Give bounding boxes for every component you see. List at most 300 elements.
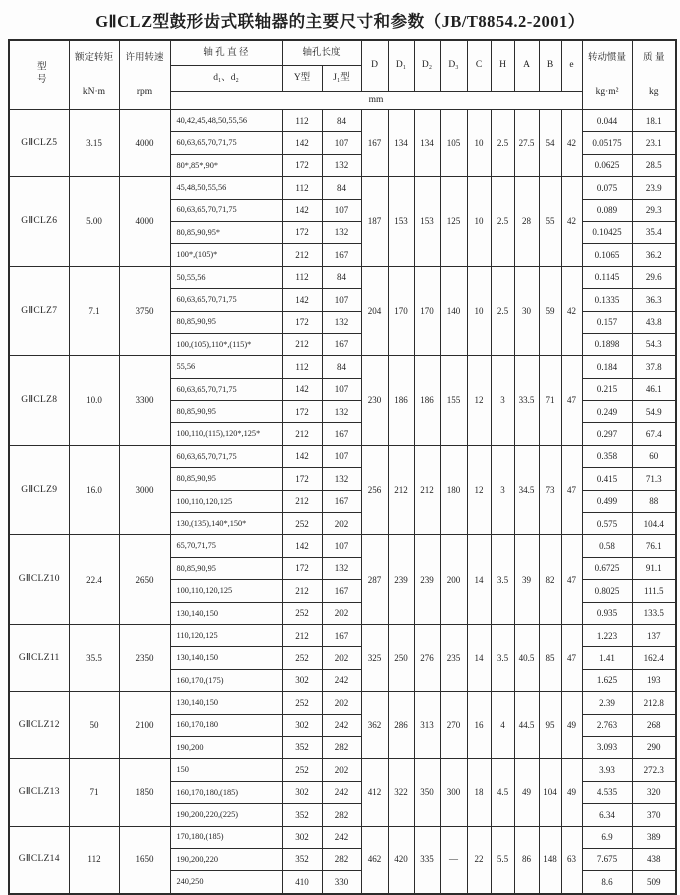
col-header-model-label: 型号 — [34, 60, 45, 86]
cell-rated-torque: 16.0 — [69, 445, 119, 535]
cell-allowable-speed: 1650 — [119, 826, 170, 894]
cell-dim: 235 — [440, 624, 467, 691]
cell-bore-diameters: 100,(105),110*,(115)* — [170, 333, 282, 355]
cell-y-length: 142 — [282, 378, 322, 400]
cell-rated-torque: 112 — [69, 826, 119, 894]
cell-dim: 95 — [539, 692, 561, 759]
cell-dim: 49 — [561, 692, 582, 759]
cell-y-length: 212 — [282, 490, 322, 512]
table-header — [9, 40, 676, 110]
cell-y-length: 302 — [282, 669, 322, 691]
cell-bore-diameters: 80*,85*,90* — [170, 154, 282, 176]
cell-inertia: 0.58 — [582, 535, 632, 557]
cell-y-length: 302 — [282, 714, 322, 736]
cell-j1-length: 132 — [322, 468, 361, 490]
cell-dim: 16 — [467, 692, 491, 759]
cell-model-name: GⅡCLZ7 — [9, 266, 69, 356]
cell-mass: 28.5 — [632, 154, 676, 176]
cell-y-length: 252 — [282, 513, 322, 535]
cell-allowable-speed: 3000 — [119, 445, 170, 535]
cell-bore-diameters: 80,85,90,95 — [170, 468, 282, 490]
cell-j1-length: 132 — [322, 154, 361, 176]
cell-bore-diameters: 110,120,125 — [170, 624, 282, 646]
table-row — [9, 356, 676, 378]
cell-bore-diameters: 160,170,180 — [170, 714, 282, 736]
col-header-bore-diameter: 轴 孔 直 径 — [170, 40, 282, 66]
cell-y-length: 352 — [282, 736, 322, 758]
cell-inertia: 0.415 — [582, 468, 632, 490]
cell-j1-length: 132 — [322, 221, 361, 243]
cell-dim: 63 — [561, 826, 582, 894]
cell-dim: 40.5 — [514, 624, 539, 691]
cell-bore-diameters: 100*,(105)* — [170, 244, 282, 266]
mass-unit: kg — [649, 86, 659, 97]
cell-dim: 39 — [514, 535, 539, 625]
cell-mass: 133.5 — [632, 602, 676, 624]
cell-dim: 42 — [561, 177, 582, 267]
col-header-D2: D₂ — [414, 40, 440, 91]
cell-inertia: 4.535 — [582, 781, 632, 803]
cell-bore-diameters: 240,250 — [170, 871, 282, 894]
col-header-H: H — [491, 40, 514, 91]
cell-allowable-speed: 3750 — [119, 266, 170, 356]
cell-j1-length: 107 — [322, 132, 361, 154]
cell-bore-diameters: 60,63,65,70,71,75 — [170, 289, 282, 311]
cell-dim: 10 — [467, 110, 491, 177]
cell-mass: 438 — [632, 848, 676, 870]
cell-j1-length: 107 — [322, 535, 361, 557]
cell-mass: 389 — [632, 826, 676, 848]
cell-inertia: 0.184 — [582, 356, 632, 378]
cell-dim: — — [440, 826, 467, 894]
cell-rated-torque: 50 — [69, 692, 119, 759]
cell-dim: 462 — [361, 826, 388, 894]
cell-dim: 12 — [467, 356, 491, 446]
cell-y-length: 212 — [282, 580, 322, 602]
cell-j1-length: 167 — [322, 580, 361, 602]
cell-j1-length: 242 — [322, 714, 361, 736]
cell-dim: 412 — [361, 759, 388, 826]
cell-mass: 268 — [632, 714, 676, 736]
cell-dim: 34.5 — [514, 445, 539, 535]
cell-dim: 47 — [561, 356, 582, 446]
cell-y-length: 172 — [282, 557, 322, 579]
cell-inertia: 1.625 — [582, 669, 632, 691]
cell-y-length: 302 — [282, 826, 322, 848]
cell-j1-length: 202 — [322, 647, 361, 669]
cell-bore-diameters: 65,70,71,75 — [170, 535, 282, 557]
cell-inertia: 0.1065 — [582, 244, 632, 266]
cell-dim: 140 — [440, 266, 467, 356]
cell-dim: 204 — [361, 266, 388, 356]
cell-y-length: 142 — [282, 199, 322, 221]
cell-inertia: 3.93 — [582, 759, 632, 781]
cell-mass: 46.1 — [632, 378, 676, 400]
cell-allowable-speed: 4000 — [119, 110, 170, 177]
cell-dim: 153 — [388, 177, 414, 267]
cell-dim: 186 — [388, 356, 414, 446]
cell-j1-length: 282 — [322, 736, 361, 758]
cell-mass: 29.6 — [632, 266, 676, 288]
cell-dim: 4 — [491, 692, 514, 759]
cell-rated-torque: 35.5 — [69, 624, 119, 691]
cell-inertia: 0.1898 — [582, 333, 632, 355]
cell-y-length: 252 — [282, 602, 322, 624]
cell-allowable-speed: 1850 — [119, 759, 170, 826]
cell-inertia: 0.1145 — [582, 266, 632, 288]
torque-label: 额定转矩 — [74, 52, 113, 63]
cell-bore-diameters: 130,140,150 — [170, 647, 282, 669]
cell-model-name: GⅡCLZ5 — [9, 110, 69, 177]
col-header-A: A — [514, 40, 539, 91]
cell-bore-diameters: 80,85,90,95 — [170, 401, 282, 423]
cell-dim: 148 — [539, 826, 561, 894]
cell-mass: 54.3 — [632, 333, 676, 355]
cell-bore-diameters: 160,170,180,(185) — [170, 781, 282, 803]
col-header-D: D — [361, 40, 388, 91]
col-header-D3: D₃ — [440, 40, 467, 91]
cell-mass: 71.3 — [632, 468, 676, 490]
cell-inertia: 6.34 — [582, 804, 632, 826]
cell-dim: 362 — [361, 692, 388, 759]
cell-dim: 30 — [514, 266, 539, 356]
cell-inertia: 0.1335 — [582, 289, 632, 311]
cell-dim: 155 — [440, 356, 467, 446]
cell-dim: 73 — [539, 445, 561, 535]
cell-j1-length: 202 — [322, 602, 361, 624]
cell-dim: 239 — [414, 535, 440, 625]
cell-j1-length: 84 — [322, 177, 361, 199]
cell-model-name: GⅡCLZ10 — [9, 535, 69, 625]
cell-inertia: 1.41 — [582, 647, 632, 669]
cell-y-length: 252 — [282, 759, 322, 781]
cell-bore-diameters: 40,42,45,48,50,55,56 — [170, 110, 282, 132]
cell-dim: 200 — [440, 535, 467, 625]
cell-inertia: 7.675 — [582, 848, 632, 870]
cell-inertia: 0.075 — [582, 177, 632, 199]
cell-j1-length: 132 — [322, 311, 361, 333]
cell-inertia: 2.39 — [582, 692, 632, 714]
cell-dim: 3 — [491, 356, 514, 446]
cell-y-length: 172 — [282, 468, 322, 490]
cell-dim: 49 — [514, 759, 539, 826]
cell-inertia: 2.763 — [582, 714, 632, 736]
cell-dim: 167 — [361, 110, 388, 177]
cell-mass: 18.1 — [632, 110, 676, 132]
cell-y-length: 352 — [282, 804, 322, 826]
cell-inertia: 0.157 — [582, 311, 632, 333]
cell-model-name: GⅡCLZ11 — [9, 624, 69, 691]
table-row — [9, 177, 676, 199]
cell-mass: 54.9 — [632, 401, 676, 423]
cell-dim: 10 — [467, 266, 491, 356]
cell-inertia: 0.05175 — [582, 132, 632, 154]
cell-inertia: 0.935 — [582, 602, 632, 624]
inertia-unit: kg·m² — [595, 86, 619, 97]
cell-bore-diameters: 130,140,150 — [170, 602, 282, 624]
cell-dim: 170 — [388, 266, 414, 356]
cell-dim: 325 — [361, 624, 388, 691]
cell-dim: 300 — [440, 759, 467, 826]
cell-dim: 186 — [414, 356, 440, 446]
cell-mass: 36.2 — [632, 244, 676, 266]
cell-mass: 37.8 — [632, 356, 676, 378]
cell-mass: 91.1 — [632, 557, 676, 579]
table-row — [9, 445, 676, 467]
cell-bore-diameters: 190,200,220 — [170, 848, 282, 870]
cell-dim: 42 — [561, 110, 582, 177]
cell-inertia: 0.044 — [582, 110, 632, 132]
cell-bore-diameters: 50,55,56 — [170, 266, 282, 288]
cell-dim: 42 — [561, 266, 582, 356]
cell-bore-diameters: 80,85,90,95 — [170, 311, 282, 333]
cell-dim: 3 — [491, 445, 514, 535]
col-header-C: C — [467, 40, 491, 91]
cell-inertia: 0.0625 — [582, 154, 632, 176]
cell-mass: 320 — [632, 781, 676, 803]
cell-dim: 18 — [467, 759, 491, 826]
cell-dim: 55 — [539, 177, 561, 267]
cell-dim: 239 — [388, 535, 414, 625]
table-row — [9, 110, 676, 132]
cell-dim: 187 — [361, 177, 388, 267]
cell-model-name: GⅡCLZ8 — [9, 356, 69, 446]
cell-mass: 104.4 — [632, 513, 676, 535]
cell-y-length: 172 — [282, 154, 322, 176]
cell-mass: 60 — [632, 445, 676, 467]
cell-j1-length: 107 — [322, 378, 361, 400]
cell-mass: 23.9 — [632, 177, 676, 199]
cell-dim: 47 — [561, 624, 582, 691]
cell-bore-diameters: 55,56 — [170, 356, 282, 378]
cell-inertia: 1.223 — [582, 624, 632, 646]
cell-rated-torque: 22.4 — [69, 535, 119, 625]
cell-dim: 212 — [414, 445, 440, 535]
cell-dim: 33.5 — [514, 356, 539, 446]
cell-bore-diameters: 100,110,120,125 — [170, 490, 282, 512]
cell-j1-length: 242 — [322, 826, 361, 848]
col-header-inertia — [582, 40, 632, 110]
cell-bore-diameters: 190,200 — [170, 736, 282, 758]
cell-y-length: 142 — [282, 535, 322, 557]
cell-mass: 76.1 — [632, 535, 676, 557]
cell-dim: 230 — [361, 356, 388, 446]
cell-bore-diameters: 150 — [170, 759, 282, 781]
mass-label: 质 量 — [643, 52, 665, 63]
cell-dim: 3.5 — [491, 535, 514, 625]
cell-rated-torque: 3.15 — [69, 110, 119, 177]
cell-j1-length: 330 — [322, 871, 361, 894]
cell-rated-torque: 5.00 — [69, 177, 119, 267]
cell-j1-length: 167 — [322, 490, 361, 512]
cell-inertia: 0.10425 — [582, 221, 632, 243]
cell-j1-length: 132 — [322, 401, 361, 423]
cell-model-name: GⅡCLZ13 — [9, 759, 69, 826]
cell-j1-length: 202 — [322, 692, 361, 714]
cell-y-length: 212 — [282, 423, 322, 445]
cell-dim: 59 — [539, 266, 561, 356]
cell-mass: 509 — [632, 871, 676, 894]
torque-unit: kN·m — [82, 86, 106, 97]
cell-inertia: 0.499 — [582, 490, 632, 512]
cell-bore-diameters: 190,200,220,(225) — [170, 804, 282, 826]
cell-inertia: 0.8025 — [582, 580, 632, 602]
cell-inertia: 0.297 — [582, 423, 632, 445]
cell-dim: 3.5 — [491, 624, 514, 691]
cell-y-length: 302 — [282, 781, 322, 803]
cell-model-name: GⅡCLZ12 — [9, 692, 69, 759]
cell-j1-length: 84 — [322, 110, 361, 132]
cell-dim: 256 — [361, 445, 388, 535]
cell-mass: 212.8 — [632, 692, 676, 714]
cell-dim: 49 — [561, 759, 582, 826]
cell-dim: 134 — [388, 110, 414, 177]
table-body — [9, 110, 676, 894]
cell-dim: 104 — [539, 759, 561, 826]
cell-mass: 193 — [632, 669, 676, 691]
cell-dim: 276 — [414, 624, 440, 691]
table-row — [9, 535, 676, 557]
cell-j1-length: 107 — [322, 445, 361, 467]
cell-j1-length: 167 — [322, 333, 361, 355]
cell-dim: 286 — [388, 692, 414, 759]
cell-dim: 22 — [467, 826, 491, 894]
cell-j1-length: 84 — [322, 356, 361, 378]
cell-bore-diameters: 60,63,65,70,71,75 — [170, 445, 282, 467]
cell-dim: 44.5 — [514, 692, 539, 759]
cell-model-name: GⅡCLZ9 — [9, 445, 69, 535]
cell-j1-length: 242 — [322, 781, 361, 803]
cell-dim: 5.5 — [491, 826, 514, 894]
cell-dim: 335 — [414, 826, 440, 894]
cell-dim: 287 — [361, 535, 388, 625]
cell-dim: 134 — [414, 110, 440, 177]
cell-allowable-speed: 4000 — [119, 177, 170, 267]
cell-bore-diameters: 80,85,90,95 — [170, 557, 282, 579]
cell-y-length: 112 — [282, 356, 322, 378]
cell-dim: 420 — [388, 826, 414, 894]
cell-model-name: GⅡCLZ14 — [9, 826, 69, 894]
cell-mass: 290 — [632, 736, 676, 758]
col-header-torque — [69, 40, 119, 110]
cell-mass: 29.3 — [632, 199, 676, 221]
cell-inertia: 0.089 — [582, 199, 632, 221]
cell-allowable-speed: 2350 — [119, 624, 170, 691]
cell-inertia: 3.093 — [582, 736, 632, 758]
speed-unit: rpm — [136, 86, 153, 97]
cell-dim: 270 — [440, 692, 467, 759]
cell-dim: 322 — [388, 759, 414, 826]
speed-label: 许用转速 — [125, 52, 164, 63]
cell-dim: 125 — [440, 177, 467, 267]
cell-y-length: 112 — [282, 266, 322, 288]
cell-j1-length: 202 — [322, 513, 361, 535]
cell-y-length: 212 — [282, 333, 322, 355]
cell-inertia: 6.9 — [582, 826, 632, 848]
cell-rated-torque: 7.1 — [69, 266, 119, 356]
col-header-e: e — [561, 40, 582, 91]
cell-bore-diameters: 130,(135),140*,150* — [170, 513, 282, 535]
cell-y-length: 212 — [282, 624, 322, 646]
cell-dim: 86 — [514, 826, 539, 894]
cell-dim: 212 — [388, 445, 414, 535]
cell-mass: 43.8 — [632, 311, 676, 333]
cell-mass: 370 — [632, 804, 676, 826]
cell-dim: 250 — [388, 624, 414, 691]
cell-j1-length: 282 — [322, 848, 361, 870]
cell-bore-diameters: 60,63,65,70,71,75 — [170, 378, 282, 400]
cell-y-length: 112 — [282, 177, 322, 199]
page-title: GⅡCLZ型鼓形齿式联轴器的主要尺寸和参数（JB/T8854.2-2001） — [95, 12, 585, 31]
cell-bore-diameters: 100,110,120,125 — [170, 580, 282, 602]
cell-j1-length: 167 — [322, 624, 361, 646]
cell-dim: 14 — [467, 535, 491, 625]
cell-j1-length: 107 — [322, 199, 361, 221]
cell-bore-diameters: 60,63,65,70,71,75 — [170, 199, 282, 221]
table-row — [9, 266, 676, 288]
cell-dim: 71 — [539, 356, 561, 446]
cell-j1-length: 202 — [322, 759, 361, 781]
cell-dim: 2.5 — [491, 177, 514, 267]
cell-dim: 47 — [561, 535, 582, 625]
col-subheader-y-type: Y型 — [282, 66, 322, 91]
cell-bore-diameters: 80,85,90,95* — [170, 221, 282, 243]
table-row — [9, 826, 676, 848]
cell-allowable-speed: 2100 — [119, 692, 170, 759]
col-header-speed — [119, 40, 170, 110]
cell-inertia: 0.6725 — [582, 557, 632, 579]
col-header-model — [9, 40, 69, 110]
cell-y-length: 352 — [282, 848, 322, 870]
cell-y-length: 172 — [282, 221, 322, 243]
col-header-D1: D₁ — [388, 40, 414, 91]
cell-inertia: 8.6 — [582, 871, 632, 894]
cell-model-name: GⅡCLZ6 — [9, 177, 69, 267]
cell-bore-diameters: 45,48,50,55,56 — [170, 177, 282, 199]
cell-y-length: 112 — [282, 110, 322, 132]
cell-y-length: 252 — [282, 647, 322, 669]
cell-dim: 12 — [467, 445, 491, 535]
cell-bore-diameters: 100,110,(115),120*,125* — [170, 423, 282, 445]
col-subheader-j1-type: J₁型 — [322, 66, 361, 91]
cell-y-length: 142 — [282, 132, 322, 154]
cell-mass: 137 — [632, 624, 676, 646]
table-row — [9, 624, 676, 646]
cell-j1-length: 242 — [322, 669, 361, 691]
cell-j1-length: 167 — [322, 423, 361, 445]
cell-bore-diameters: 160,170,(175) — [170, 669, 282, 691]
cell-dim: 4.5 — [491, 759, 514, 826]
cell-dim: 82 — [539, 535, 561, 625]
cell-y-length: 212 — [282, 244, 322, 266]
table-row — [9, 759, 676, 781]
cell-y-length: 142 — [282, 289, 322, 311]
cell-dim: 2.5 — [491, 266, 514, 356]
unit-row-mm: mm — [170, 91, 582, 109]
cell-y-length: 172 — [282, 401, 322, 423]
cell-bore-diameters: 60,63,65,70,71,75 — [170, 132, 282, 154]
cell-inertia: 0.575 — [582, 513, 632, 535]
cell-j1-length: 167 — [322, 244, 361, 266]
cell-mass: 88 — [632, 490, 676, 512]
table-row — [9, 692, 676, 714]
cell-j1-length: 107 — [322, 289, 361, 311]
cell-dim: 10 — [467, 177, 491, 267]
cell-y-length: 172 — [282, 311, 322, 333]
cell-dim: 2.5 — [491, 110, 514, 177]
col-header-mass — [632, 40, 676, 110]
cell-dim: 153 — [414, 177, 440, 267]
